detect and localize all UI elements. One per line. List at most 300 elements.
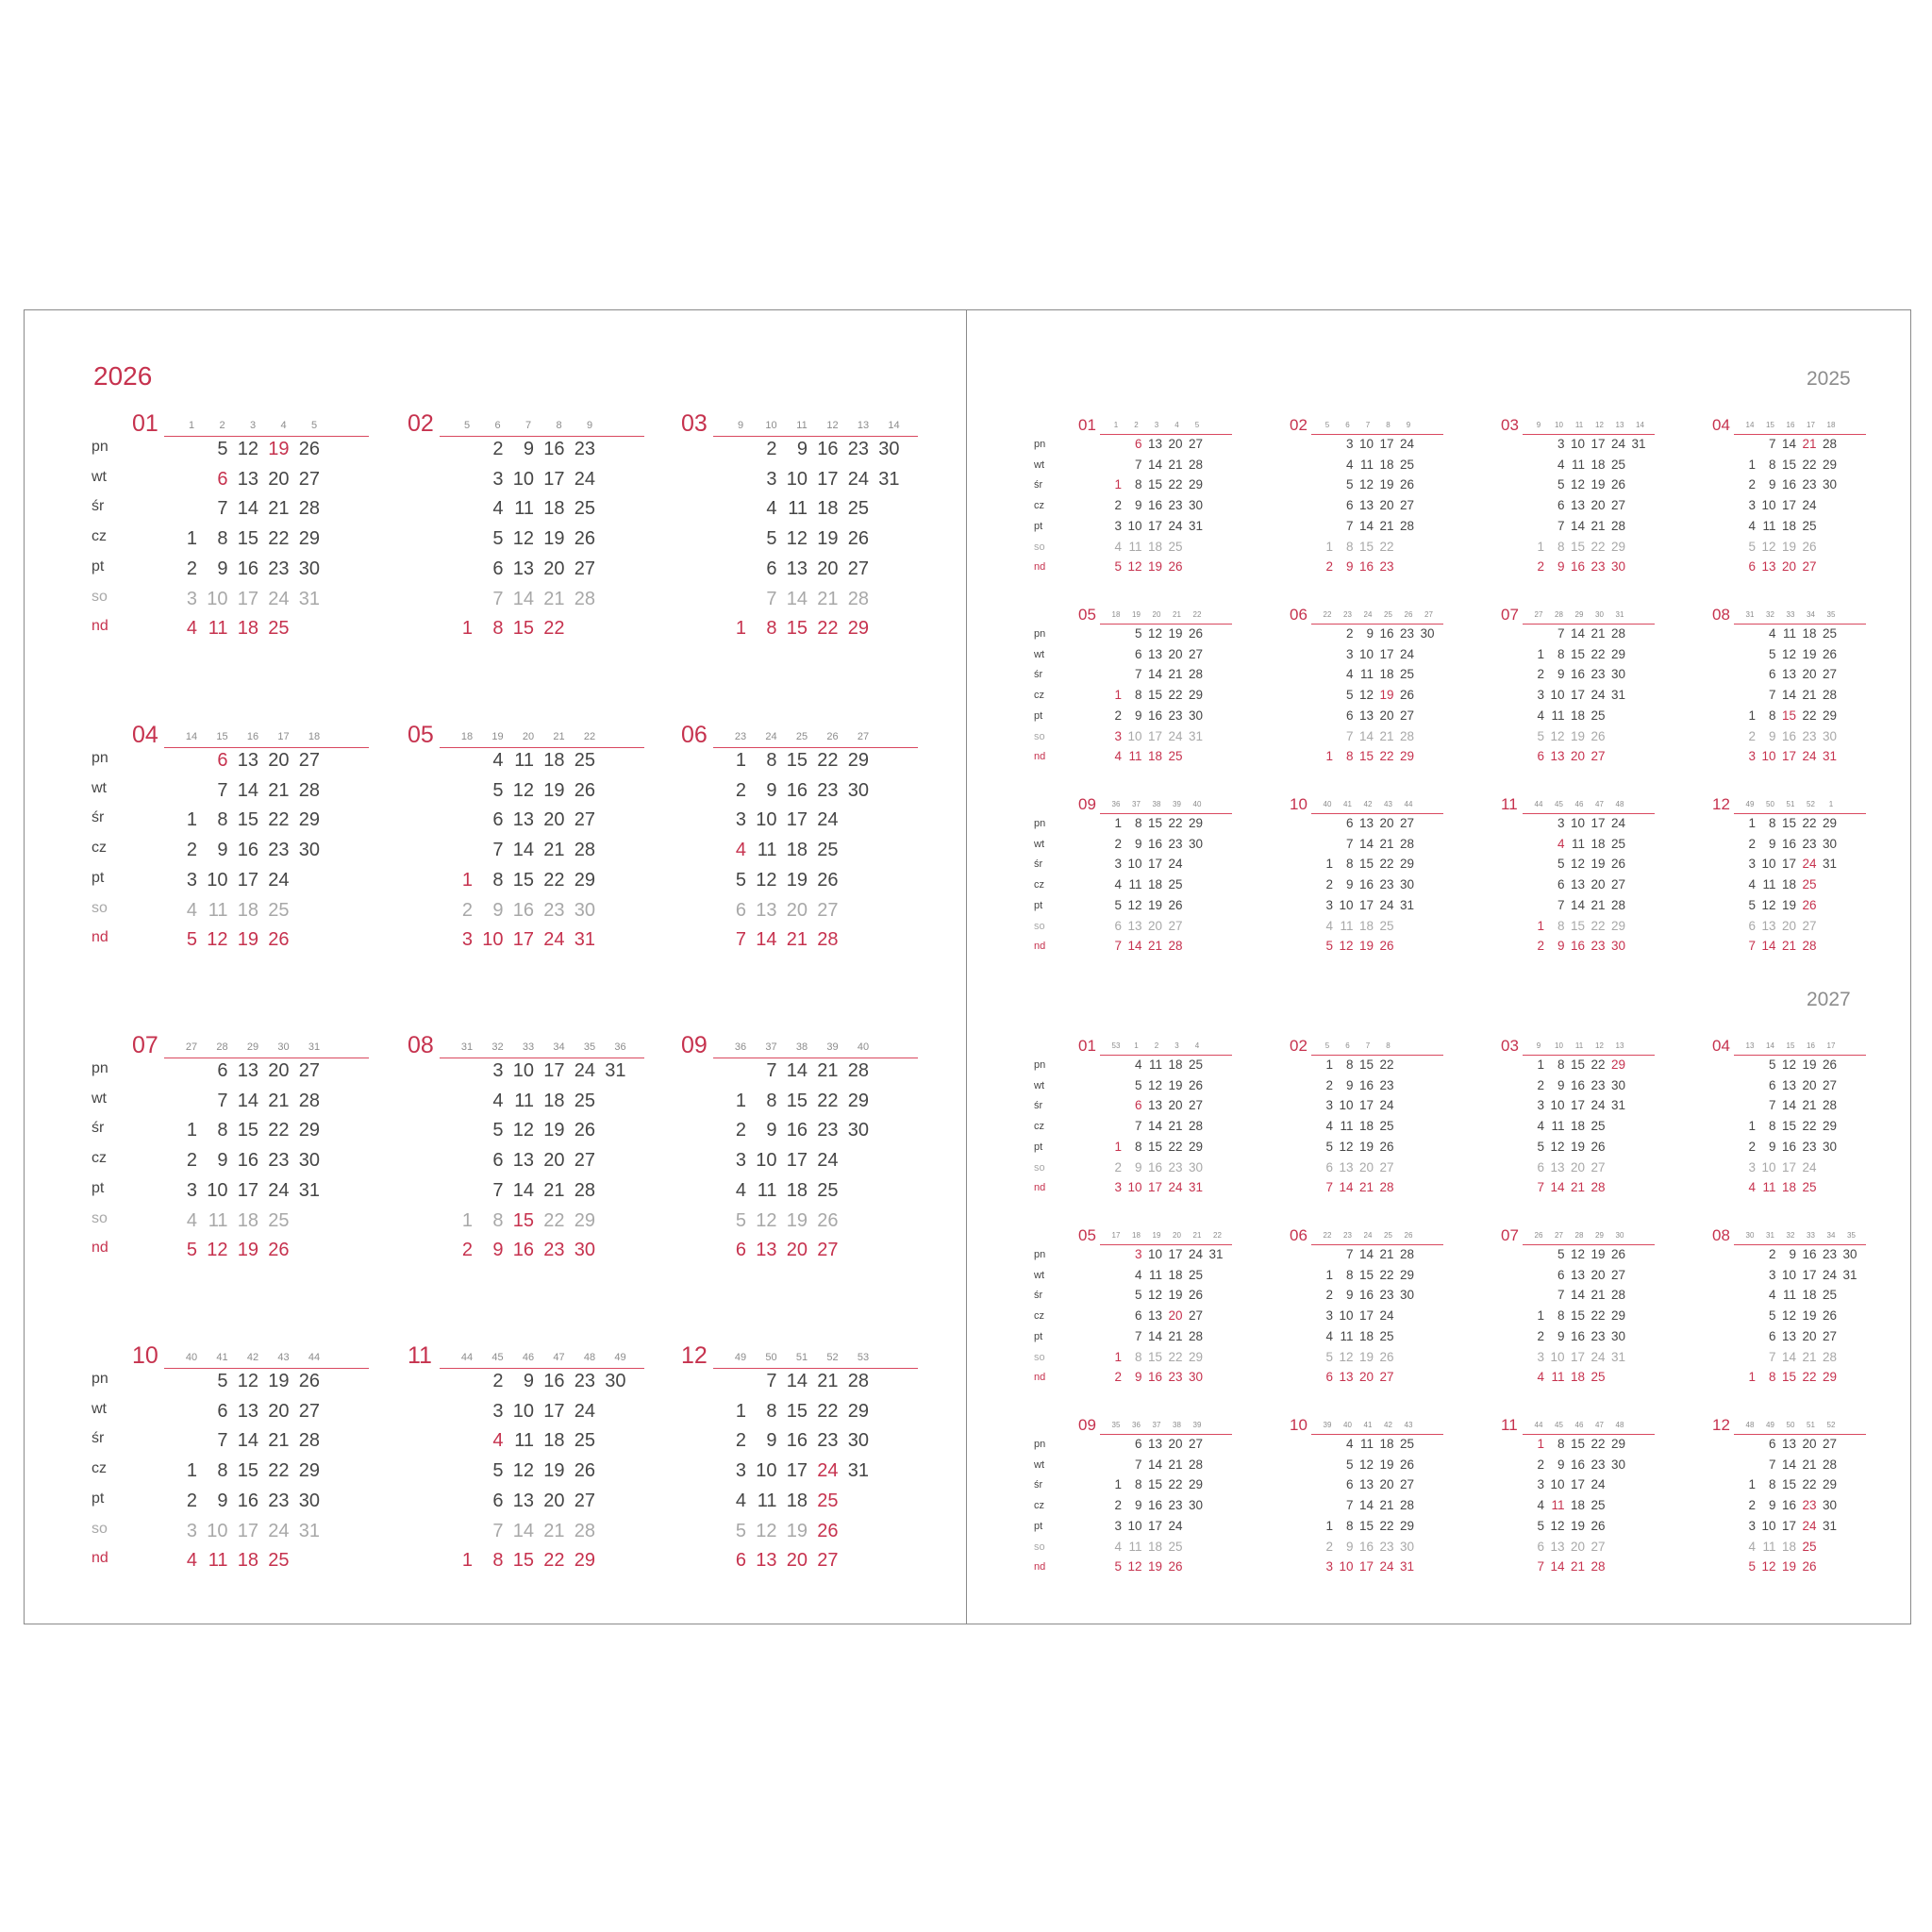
week-number: 10 xyxy=(1555,1041,1563,1050)
day-cell: 10 xyxy=(756,1150,777,1172)
day-cell: 11 xyxy=(514,1090,534,1111)
week-number: 3 xyxy=(1174,1041,1179,1050)
day-cell: 30 xyxy=(847,1430,869,1452)
day-cell: 26 xyxy=(1591,1139,1606,1154)
month-number: 12 xyxy=(681,1342,708,1369)
week-number: 29 xyxy=(1574,610,1584,619)
day-cell: 12 xyxy=(1781,1308,1796,1324)
day-cell: 13 xyxy=(1147,437,1162,451)
day-cell: 4 xyxy=(1748,877,1756,892)
week-number: 49 xyxy=(734,1352,747,1363)
day-cell: 26 xyxy=(1399,477,1414,492)
day-cell: 11 xyxy=(514,1430,534,1452)
day-cell: 11 xyxy=(1359,457,1374,472)
day-cell: 29 xyxy=(847,750,869,771)
weekday-label: cz xyxy=(92,1460,107,1477)
day-cell: 4 xyxy=(1537,1498,1544,1513)
day-cell: 15 xyxy=(1570,1058,1585,1072)
day-cell: 6 xyxy=(1768,1437,1776,1451)
day-cell: 10 xyxy=(207,1179,228,1201)
day-cell: 20 xyxy=(1802,1328,1817,1343)
week-number: 31 xyxy=(460,1041,474,1053)
day-cell: 1 xyxy=(735,618,746,640)
weekday-label: wt xyxy=(1034,1458,1044,1471)
day-cell: 28 xyxy=(1399,836,1414,851)
day-cell: 20 xyxy=(1168,1437,1183,1451)
day-cell: 3 xyxy=(1114,1180,1122,1195)
day-cell: 12 xyxy=(1127,1559,1142,1574)
day-cell: 30 xyxy=(1399,1539,1414,1554)
day-cell: 21 xyxy=(268,1090,290,1111)
day-cell: 2 xyxy=(461,1240,473,1261)
day-cell: 23 xyxy=(1379,559,1394,575)
day-cell: 21 xyxy=(1379,1247,1394,1261)
day-cell: 8 xyxy=(1557,646,1565,661)
day-cell: 19 xyxy=(237,1240,258,1261)
day-cell: 20 xyxy=(268,1400,290,1422)
day-cell: 12 xyxy=(756,1209,777,1231)
day-cell: 23 xyxy=(1168,1498,1183,1513)
day-cell: 5 xyxy=(1325,1349,1333,1364)
day-cell: 3 xyxy=(1768,1267,1776,1282)
day-cell: 23 xyxy=(268,840,290,861)
day-cell: 20 xyxy=(1802,1077,1817,1092)
day-cell: 25 xyxy=(1399,667,1414,682)
day-cell: 12 xyxy=(1358,1457,1374,1472)
day-cell: 24 xyxy=(1802,1159,1817,1174)
day-cell: 7 xyxy=(217,1430,228,1452)
day-cell: 4 xyxy=(492,1430,504,1452)
day-cell: 27 xyxy=(1822,1437,1837,1451)
day-cell: 12 xyxy=(1147,1077,1162,1092)
day-cell: 9 xyxy=(766,1120,777,1141)
day-cell: 16 xyxy=(1781,728,1796,743)
day-cell: 28 xyxy=(1399,518,1414,533)
day-cell: 29 xyxy=(1822,1370,1837,1385)
day-cell: 10 xyxy=(1127,857,1142,872)
day-cell: 22 xyxy=(817,618,839,640)
weekday-label: pn xyxy=(92,1371,108,1387)
day-cell: 24 xyxy=(268,1520,290,1541)
day-cell: 7 xyxy=(1325,1180,1333,1195)
day-cell: 10 xyxy=(1570,437,1585,451)
day-cell: 28 xyxy=(574,840,595,861)
weekday-label: wt xyxy=(1034,648,1044,660)
day-cell: 18 xyxy=(543,750,565,771)
week-number: 24 xyxy=(1363,1231,1373,1240)
month-block xyxy=(1078,1415,1232,1580)
day-cell: 11 xyxy=(788,498,808,520)
day-cell: 16 xyxy=(1147,1159,1162,1174)
day-cell: 5 xyxy=(1345,688,1354,703)
week-number: 50 xyxy=(1766,800,1774,808)
day-cell: 9 xyxy=(1768,1498,1776,1513)
day-cell: 11 xyxy=(514,498,534,520)
day-cell: 23 xyxy=(574,439,595,459)
week-number: 43 xyxy=(1404,1421,1413,1429)
day-cell: 7 xyxy=(1134,1119,1142,1134)
weekday-label: śr xyxy=(92,1430,105,1447)
day-cell: 11 xyxy=(208,618,228,640)
day-cell: 6 xyxy=(217,1400,228,1422)
day-cell: 28 xyxy=(1610,1288,1625,1303)
day-cell: 1 xyxy=(186,809,197,831)
day-cell: 11 xyxy=(1571,457,1585,472)
day-cell: 28 xyxy=(1591,1559,1606,1574)
day-cell: 15 xyxy=(237,1460,258,1482)
day-cell: 8 xyxy=(1557,539,1565,554)
week-number: 5 xyxy=(1324,421,1330,429)
day-cell: 7 xyxy=(735,929,746,951)
day-cell: 5 xyxy=(1557,477,1565,492)
week-number: 36 xyxy=(614,1041,626,1053)
day-cell: 8 xyxy=(1345,1267,1354,1282)
day-cell: 21 xyxy=(543,1520,565,1541)
day-cell: 28 xyxy=(298,1090,320,1111)
day-cell: 8 xyxy=(1345,1518,1354,1533)
day-cell: 3 xyxy=(1557,437,1565,451)
week-number: 37 xyxy=(1152,1421,1161,1429)
week-number: 44 xyxy=(308,1352,321,1363)
week-number: 50 xyxy=(765,1352,777,1363)
day-cell: 26 xyxy=(1188,1077,1203,1092)
day-cell: 10 xyxy=(482,929,504,951)
day-cell: 3 xyxy=(1325,1559,1333,1574)
day-cell: 21 xyxy=(268,498,290,520)
day-cell: 20 xyxy=(1379,816,1394,830)
day-cell: 30 xyxy=(878,439,900,459)
day-cell: 27 xyxy=(574,558,595,579)
week-number: 19 xyxy=(491,731,504,742)
day-cell: 16 xyxy=(1781,477,1796,492)
day-cell: 19 xyxy=(1591,477,1606,492)
day-cell: 22 xyxy=(543,1550,565,1572)
day-cell: 4 xyxy=(186,618,197,640)
day-cell: 1 xyxy=(1114,816,1122,830)
day-cell: 14 xyxy=(1147,457,1162,472)
day-cell: 12 xyxy=(512,779,534,801)
month-block xyxy=(1501,415,1655,580)
day-cell: 1 xyxy=(461,1209,473,1231)
day-cell: 6 xyxy=(1345,498,1354,513)
day-cell: 9 xyxy=(492,1240,504,1261)
week-number: 22 xyxy=(1323,610,1332,619)
day-cell: 13 xyxy=(1781,1328,1796,1343)
day-cell: 12 xyxy=(1127,559,1142,575)
day-cell: 19 xyxy=(786,1209,808,1231)
month-number: 09 xyxy=(1078,1416,1096,1434)
day-cell: 17 xyxy=(1147,857,1162,872)
day-cell: 29 xyxy=(574,869,595,891)
day-cell: 3 xyxy=(1557,816,1565,830)
weekday-label: nd xyxy=(1034,1561,1046,1574)
day-cell: 19 xyxy=(1358,939,1374,954)
day-cell: 25 xyxy=(1802,877,1817,892)
day-cell: 19 xyxy=(817,528,839,550)
weekday-label: wt xyxy=(1034,1269,1044,1281)
weekday-label: pn xyxy=(1034,628,1046,640)
week-number: 45 xyxy=(491,1352,504,1363)
day-cell: 21 xyxy=(268,779,290,801)
day-cell: 12 xyxy=(1761,897,1776,912)
day-cell: 13 xyxy=(1570,1267,1585,1282)
day-cell: 8 xyxy=(766,618,777,640)
day-cell: 15 xyxy=(512,869,534,891)
day-cell: 14 xyxy=(786,1371,808,1391)
week-number: 22 xyxy=(1192,610,1202,619)
weekday-label: pn xyxy=(1034,1439,1046,1450)
day-cell: 4 xyxy=(1325,1119,1333,1134)
weekday-label: cz xyxy=(92,528,107,545)
day-cell: 18 xyxy=(786,840,808,861)
day-cell: 25 xyxy=(847,498,869,520)
day-cell: 27 xyxy=(1379,1370,1394,1385)
day-cell: 12 xyxy=(1570,857,1585,872)
day-cell: 23 xyxy=(574,1371,595,1391)
weekday-label: śr xyxy=(92,809,105,826)
day-cell: 7 xyxy=(1134,457,1142,472)
weekday-label: so xyxy=(1034,730,1045,742)
day-cell: 12 xyxy=(512,528,534,550)
day-cell: 19 xyxy=(1591,1247,1606,1261)
day-cell: 26 xyxy=(268,929,290,951)
week-number: 40 xyxy=(1192,800,1202,808)
month-number: 12 xyxy=(1712,795,1730,813)
day-cell: 25 xyxy=(1610,836,1625,851)
day-cell: 16 xyxy=(1570,1457,1585,1472)
day-cell: 21 xyxy=(1147,939,1162,954)
day-cell: 28 xyxy=(1802,939,1817,954)
day-cell: 15 xyxy=(1358,749,1374,764)
day-cell: 21 xyxy=(1168,1119,1183,1134)
day-cell: 18 xyxy=(237,618,258,640)
day-cell: 12 xyxy=(1339,1139,1354,1154)
day-cell: 26 xyxy=(1591,728,1606,743)
day-cell: 26 xyxy=(847,528,869,550)
day-cell: 18 xyxy=(1358,1119,1374,1134)
day-cell: 14 xyxy=(1127,939,1142,954)
day-cell: 18 xyxy=(786,1490,808,1511)
day-cell: 27 xyxy=(1399,816,1414,830)
week-number: 4 xyxy=(1194,1041,1200,1050)
day-cell: 13 xyxy=(1761,559,1776,575)
month-number: 10 xyxy=(132,1342,158,1369)
day-cell: 27 xyxy=(1610,877,1625,892)
day-cell: 11 xyxy=(514,750,534,771)
week-number: 39 xyxy=(1173,800,1181,808)
weekday-label: nd xyxy=(92,618,108,635)
day-cell: 20 xyxy=(543,1490,565,1511)
week-number: 28 xyxy=(1555,610,1563,619)
day-cell: 13 xyxy=(1358,708,1374,723)
day-cell: 4 xyxy=(1325,918,1333,933)
week-number: 42 xyxy=(1384,1421,1392,1429)
day-cell: 16 xyxy=(1570,1077,1585,1092)
week-number: 26 xyxy=(826,731,839,742)
day-cell: 7 xyxy=(1557,518,1565,533)
day-cell: 31 xyxy=(1822,1518,1837,1533)
day-cell: 13 xyxy=(1781,1437,1796,1451)
day-cell: 25 xyxy=(574,750,595,771)
day-cell: 14 xyxy=(1781,688,1796,703)
day-cell: 3 xyxy=(1325,897,1333,912)
day-cell: 1 xyxy=(1748,457,1756,472)
day-cell: 14 xyxy=(786,588,808,609)
day-cell: 6 xyxy=(1345,816,1354,830)
day-cell: 1 xyxy=(1748,1477,1756,1492)
day-cell: 9 xyxy=(523,1371,534,1391)
day-cell: 2 xyxy=(1114,708,1122,723)
weekday-label: pn xyxy=(92,439,108,455)
day-cell: 30 xyxy=(847,779,869,801)
day-cell: 27 xyxy=(1168,918,1183,933)
day-cell: 26 xyxy=(298,1371,320,1391)
day-cell: 5 xyxy=(735,1209,746,1231)
day-cell: 30 xyxy=(1822,1498,1837,1513)
day-cell: 21 xyxy=(817,1371,839,1391)
day-cell: 24 xyxy=(574,1400,595,1422)
day-cell: 12 xyxy=(237,1371,258,1391)
day-cell: 4 xyxy=(1748,1180,1756,1195)
day-cell: 28 xyxy=(574,1520,595,1541)
day-cell: 19 xyxy=(268,1371,290,1391)
day-cell: 25 xyxy=(1379,1328,1394,1343)
week-number: 30 xyxy=(1615,1231,1624,1240)
day-cell: 31 xyxy=(605,1060,626,1081)
day-cell: 9 xyxy=(1345,1077,1354,1092)
day-cell: 7 xyxy=(217,498,228,520)
day-cell: 16 xyxy=(1570,939,1585,954)
day-cell: 14 xyxy=(1358,836,1374,851)
day-cell: 2 xyxy=(1748,1498,1756,1513)
day-cell: 12 xyxy=(1127,897,1142,912)
week-number: 30 xyxy=(1745,1231,1755,1240)
day-cell: 24 xyxy=(1802,749,1817,764)
day-cell: 28 xyxy=(1188,667,1203,682)
day-cell: 9 xyxy=(1557,1457,1565,1472)
day-cell: 19 xyxy=(543,779,565,801)
day-cell: 17 xyxy=(786,809,808,831)
day-cell: 24 xyxy=(1591,1477,1606,1492)
day-cell: 15 xyxy=(237,1120,258,1141)
weekday-label: śr xyxy=(1034,1290,1043,1302)
day-cell: 29 xyxy=(1822,816,1837,830)
day-cell: 26 xyxy=(1822,646,1837,661)
week-number: 14 xyxy=(1745,421,1755,429)
day-cell: 18 xyxy=(1570,708,1585,723)
day-cell: 22 xyxy=(1168,477,1183,492)
day-cell: 5 xyxy=(1345,477,1354,492)
day-cell: 3 xyxy=(186,1179,197,1201)
day-cell: 28 xyxy=(1399,728,1414,743)
day-cell: 29 xyxy=(1822,1119,1837,1134)
week-number: 26 xyxy=(1404,610,1413,619)
day-cell: 7 xyxy=(492,1179,504,1201)
weekday-label: wt xyxy=(1034,838,1044,850)
day-cell: 10 xyxy=(1127,518,1142,533)
week-number: 8 xyxy=(1386,421,1391,429)
day-cell: 8 xyxy=(1768,457,1776,472)
day-cell: 18 xyxy=(543,1090,565,1111)
month-number: 02 xyxy=(408,410,434,437)
day-cell: 7 xyxy=(1557,626,1565,641)
day-cell: 29 xyxy=(1188,1139,1203,1154)
day-cell: 24 xyxy=(574,1060,595,1081)
day-cell: 3 xyxy=(1748,857,1756,872)
day-cell: 4 xyxy=(186,1550,197,1572)
weekday-label: pt xyxy=(1034,520,1043,532)
day-cell: 29 xyxy=(1399,1518,1414,1533)
day-cell: 6 xyxy=(1748,918,1756,933)
week-number: 41 xyxy=(1363,1421,1373,1429)
day-cell: 11 xyxy=(1340,1328,1354,1343)
day-cell: 11 xyxy=(1340,1119,1354,1134)
day-cell: 12 xyxy=(756,1520,777,1541)
month-number: 04 xyxy=(1712,1037,1730,1055)
day-cell: 27 xyxy=(298,468,320,490)
day-cell: 28 xyxy=(1822,688,1837,703)
day-cell: 9 xyxy=(1768,728,1776,743)
day-cell: 27 xyxy=(298,750,320,771)
day-cell: 15 xyxy=(1570,1308,1585,1324)
day-cell: 5 xyxy=(186,1240,197,1261)
week-number: 34 xyxy=(1807,610,1815,619)
day-cell: 12 xyxy=(1550,1518,1565,1533)
week-number: 35 xyxy=(1826,610,1836,619)
weekday-label: nd xyxy=(1034,1182,1046,1194)
day-cell: 25 xyxy=(1802,1539,1817,1554)
day-cell: 29 xyxy=(1188,688,1203,703)
week-number: 9 xyxy=(737,420,744,431)
day-cell: 14 xyxy=(1358,1498,1374,1513)
day-cell: 11 xyxy=(1762,1539,1776,1554)
day-cell: 23 xyxy=(268,1490,290,1511)
day-cell: 31 xyxy=(1822,749,1837,764)
day-cell: 8 xyxy=(1557,1058,1565,1072)
day-cell: 17 xyxy=(817,468,839,490)
day-cell: 15 xyxy=(1781,1370,1796,1385)
year-title-right: 2025 xyxy=(1807,368,1851,390)
day-cell: 25 xyxy=(817,840,839,861)
day-cell: 22 xyxy=(1379,1058,1394,1072)
day-cell: 3 xyxy=(1748,498,1756,513)
day-cell: 11 xyxy=(1782,626,1796,641)
day-cell: 2 xyxy=(1748,728,1756,743)
day-cell: 15 xyxy=(1358,1267,1374,1282)
week-number: 50 xyxy=(1786,1421,1795,1429)
day-cell: 9 xyxy=(1768,1139,1776,1154)
month-block xyxy=(1290,1036,1443,1201)
day-cell: 20 xyxy=(1379,498,1394,513)
month-block xyxy=(1290,1415,1443,1580)
day-cell: 18 xyxy=(1781,1180,1796,1195)
day-cell: 12 xyxy=(786,528,808,550)
week-number: 6 xyxy=(1345,421,1350,429)
day-cell: 17 xyxy=(237,869,258,891)
day-cell: 18 xyxy=(237,1209,258,1231)
day-cell: 19 xyxy=(1570,1139,1585,1154)
day-cell: 16 xyxy=(1781,836,1796,851)
day-cell: 7 xyxy=(492,588,504,609)
day-cell: 7 xyxy=(1134,1457,1142,1472)
day-cell: 23 xyxy=(1822,1247,1837,1261)
day-cell: 12 xyxy=(1339,1349,1354,1364)
day-cell: 21 xyxy=(817,1060,839,1081)
day-cell: 21 xyxy=(1570,1180,1585,1195)
weekday-label: so xyxy=(1034,1351,1045,1363)
weekday-label: wt xyxy=(1034,1079,1044,1091)
day-cell: 28 xyxy=(1591,1180,1606,1195)
